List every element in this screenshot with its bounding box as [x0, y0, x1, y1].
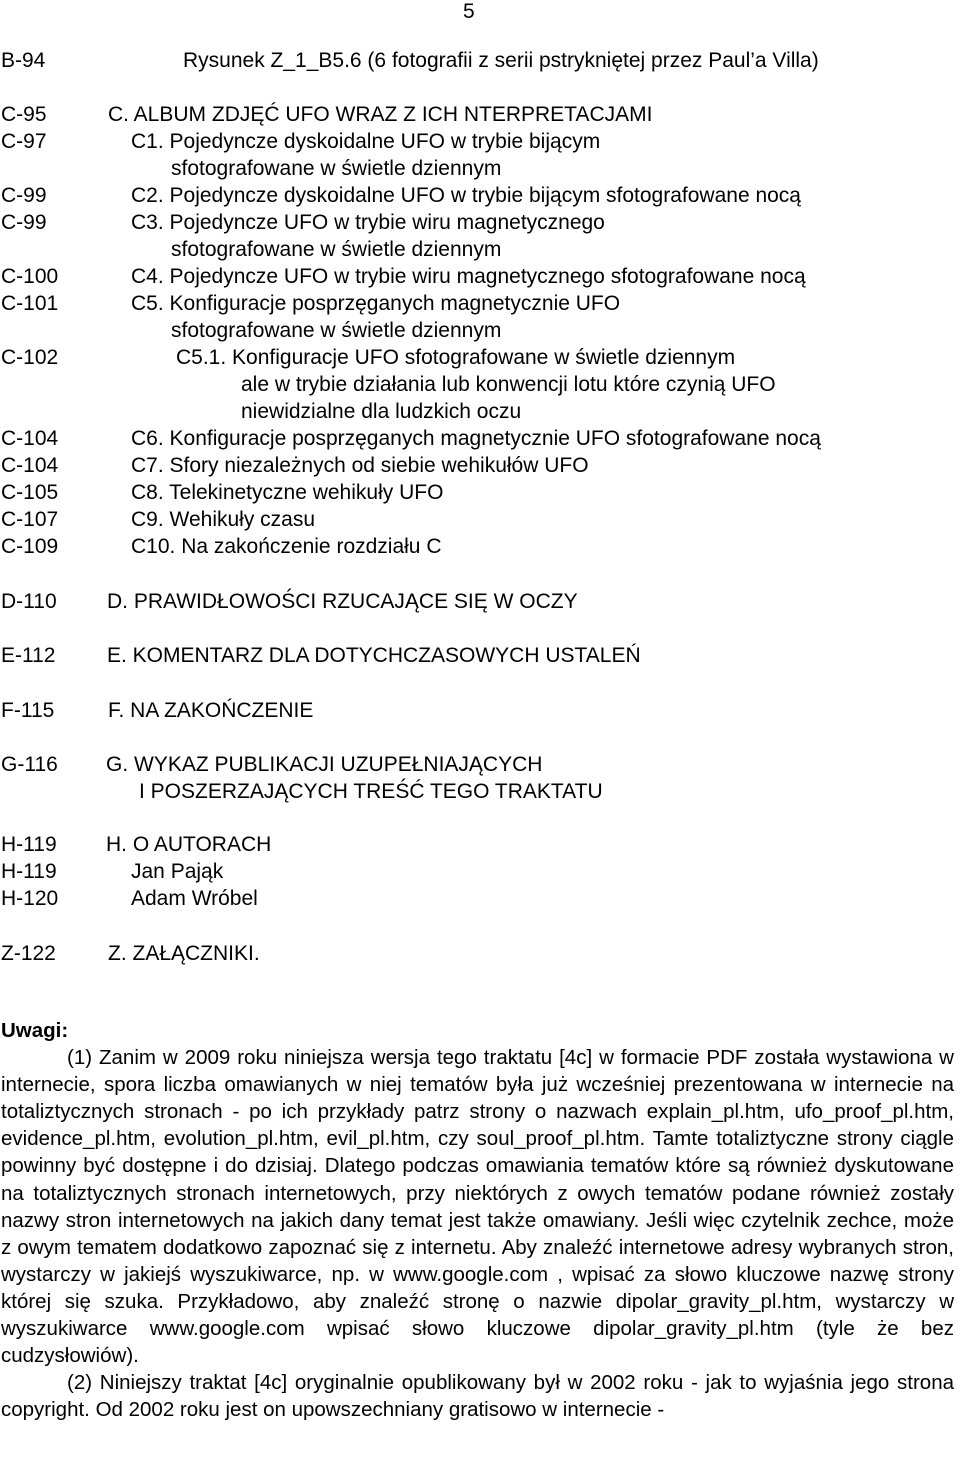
toc-entry-title: C1. Pojedyncze dyskoidalne UFO w trybie bijącym — [131, 130, 601, 153]
toc-entry — [0, 209, 960, 236]
toc-page-ref: H-119 — [1, 860, 57, 883]
toc-entry-title: C8. Telekinetyczne wehikuły UFO — [131, 481, 444, 504]
toc-page-ref: G-116 — [1, 753, 58, 776]
toc-entry — [0, 642, 960, 669]
toc-page-ref: C-104 — [1, 427, 59, 450]
toc-page-ref: H-119 — [1, 833, 57, 856]
note-paragraph-1: (1) Zanim w 2009 roku niniejsza wersja tego traktatu [4c] w formacie PDF została wystawiona w internecie, spora liczba omawianych w niej tematów była już wcześniej prezentowana w internecie na totaliztycznych stronach - po ich przykłady patrz strony o nazwach explain_pl.htm, ufo_proof_pl.htm, evidence_pl.htm, evolution_pl.htm, evil_pl.htm, czy soul_proof_pl.htm. Tamte totaliztyczne strony ciągle powinny być dostępne i do dzisiaj. Dlatego podczas omawiania tematów które są również dyskutowane na totaliztycznych stronach internetowych, przy niektórych z owych tematów podane również zostały nazwy stron internetowych na jakich dany temat jest także omawiany. Jeśli więc czytelnik zechce, może z owym tematem dodatkowo zapoznać się z internetu. Aby znaleźć internetowe adresy wybranych stron, wystarczy w jakiejś wyszukiwarce, np. w www.google.com , wpisać za słowo kluczowe nazwę strony której się szuka. Przykładowo, aby znaleźć stronę o nazwie dipolar_gravity_pl.htm, wystarczy w wyszukiwarce www.google.com wpisać słowo kluczowe dipolar_gravity_pl.htm (tyle że bez cudzysłowiów). — [1, 1046, 954, 1368]
toc-entry-title: niewidzialne dla ludzkich oczu — [241, 400, 522, 423]
toc-entry-title: Adam Wróbel — [131, 887, 258, 910]
note-paragraph-2: (2) Niniejszy traktat [4c] oryginalnie opublikowany był w 2002 roku - jak to wyjaśnia jego strona copyright. Od 2002 roku jest on upowszechniany gratisowo w internecie - — [1, 1371, 954, 1422]
toc-page-ref: B-94 — [1, 49, 46, 72]
toc-entry-title: Z. ZAŁĄCZNIKI. — [108, 942, 260, 965]
toc-page-ref: F-115 — [1, 699, 55, 722]
toc-page-ref: H-120 — [1, 887, 59, 910]
toc-page-ref: C-104 — [1, 454, 59, 477]
toc-entry-title: C4. Pojedyncze UFO w trybie wiru magnetycznego sfotografowane nocą — [131, 265, 806, 288]
toc-entry — [0, 263, 960, 290]
toc-entry-title: D. PRAWIDŁOWOŚCI RZUCAJĄCE SIĘ W OCZY — [107, 590, 578, 613]
toc-entry-title: I POSZERZAJĄCYCH TREŚĆ TEGO TRAKTATU — [139, 780, 603, 803]
toc-entry-title: C7. Sfory niezależnych od siebie wehikułów UFO — [131, 454, 589, 477]
toc-page-ref: E-112 — [1, 644, 56, 667]
toc-entry-title: E. KOMENTARZ DLA DOTYCHCZASOWYCH USTALEŃ — [107, 644, 641, 667]
toc-entry-title: C2. Pojedyncze dyskoidalne UFO w trybie bijącym sfotografowane nocą — [131, 184, 801, 207]
toc-entry-title: C6. Konfiguracje posprzęganych magnetycznie UFO sfotografowane nocą — [131, 427, 821, 450]
toc-entry — [0, 751, 960, 778]
toc-entry — [0, 425, 960, 452]
toc-entry — [0, 371, 960, 398]
toc-entry — [0, 290, 960, 317]
toc-entry-title: sfotografowane w świetle dziennym — [171, 319, 502, 342]
toc-entry — [0, 101, 960, 128]
toc-entry — [0, 831, 960, 858]
toc-page-ref: C-102 — [1, 346, 59, 369]
toc-entry-title: F. NA ZAKOŃCZENIE — [108, 699, 314, 722]
toc-entry-title: C5.1. Konfiguracje UFO sfotografowane w świetle dziennym — [176, 346, 736, 369]
toc-entry — [0, 344, 960, 371]
toc-entry-title: C5. Konfiguracje posprzęganych magnetycznie UFO — [131, 292, 621, 315]
toc-entry — [0, 317, 960, 344]
toc-entry — [0, 778, 960, 805]
toc-page-ref: Z-122 — [1, 942, 56, 965]
toc-entry — [0, 479, 960, 506]
toc-page-ref: C-97 — [1, 130, 47, 153]
toc-entry-title: C3. Pojedyncze UFO w trybie wiru magnetycznego — [131, 211, 605, 234]
toc-entry-title: Rysunek Z_1_B5.6 (6 fotografii z serii pstrykniętej przez Paul’a Villa) — [183, 49, 819, 72]
toc-entry-title: C. ALBUM ZDJĘĆ UFO WRAZ Z ICH NTERPRETACJAMI — [108, 103, 653, 126]
toc-entry-title: ale w trybie działania lub konwencji lotu które czynią UFO — [241, 373, 776, 396]
toc-entry-title: sfotografowane w świetle dziennym — [171, 157, 502, 180]
toc-entry — [0, 697, 960, 724]
toc-page-ref: C-99 — [1, 184, 47, 207]
toc-entry — [0, 506, 960, 533]
toc-page-ref: D-110 — [1, 590, 57, 613]
toc-entry-title: sfotografowane w świetle dziennym — [171, 238, 502, 261]
toc-entry-title: G. WYKAZ PUBLIKACJI UZUPEŁNIAJĄCYCH — [106, 753, 543, 776]
toc-entry — [0, 588, 960, 615]
toc-entry — [0, 182, 960, 209]
notes-heading: Uwagi: — [1, 1019, 69, 1042]
toc-entry-title: C9. Wehikuły czasu — [131, 508, 316, 531]
toc-entry — [0, 452, 960, 479]
toc-entry — [0, 155, 960, 182]
toc-page-ref: C-95 — [1, 103, 47, 126]
toc-entry-title: C10. Na zakończenie rozdziału C — [131, 535, 442, 558]
toc-entry — [0, 128, 960, 155]
toc-entry-title: Jan Pająk — [131, 860, 224, 883]
toc-page-ref: C-99 — [1, 211, 47, 234]
toc-page-ref: C-105 — [1, 481, 59, 504]
toc-page-ref: C-101 — [1, 292, 59, 315]
toc-entry — [0, 858, 960, 885]
toc-entry-title: H. O AUTORACH — [106, 833, 272, 856]
page-number: 5 — [463, 0, 475, 23]
toc-entry — [0, 533, 960, 560]
toc-page-ref: C-109 — [1, 535, 59, 558]
toc-entry — [0, 47, 960, 74]
notes-section — [1, 1017, 954, 1423]
toc-page-ref: C-100 — [1, 265, 59, 288]
toc-page-ref: C-107 — [1, 508, 59, 531]
toc-entry — [0, 940, 960, 967]
toc-entry — [0, 885, 960, 912]
toc-entry — [0, 398, 960, 425]
toc-entry — [0, 236, 960, 263]
